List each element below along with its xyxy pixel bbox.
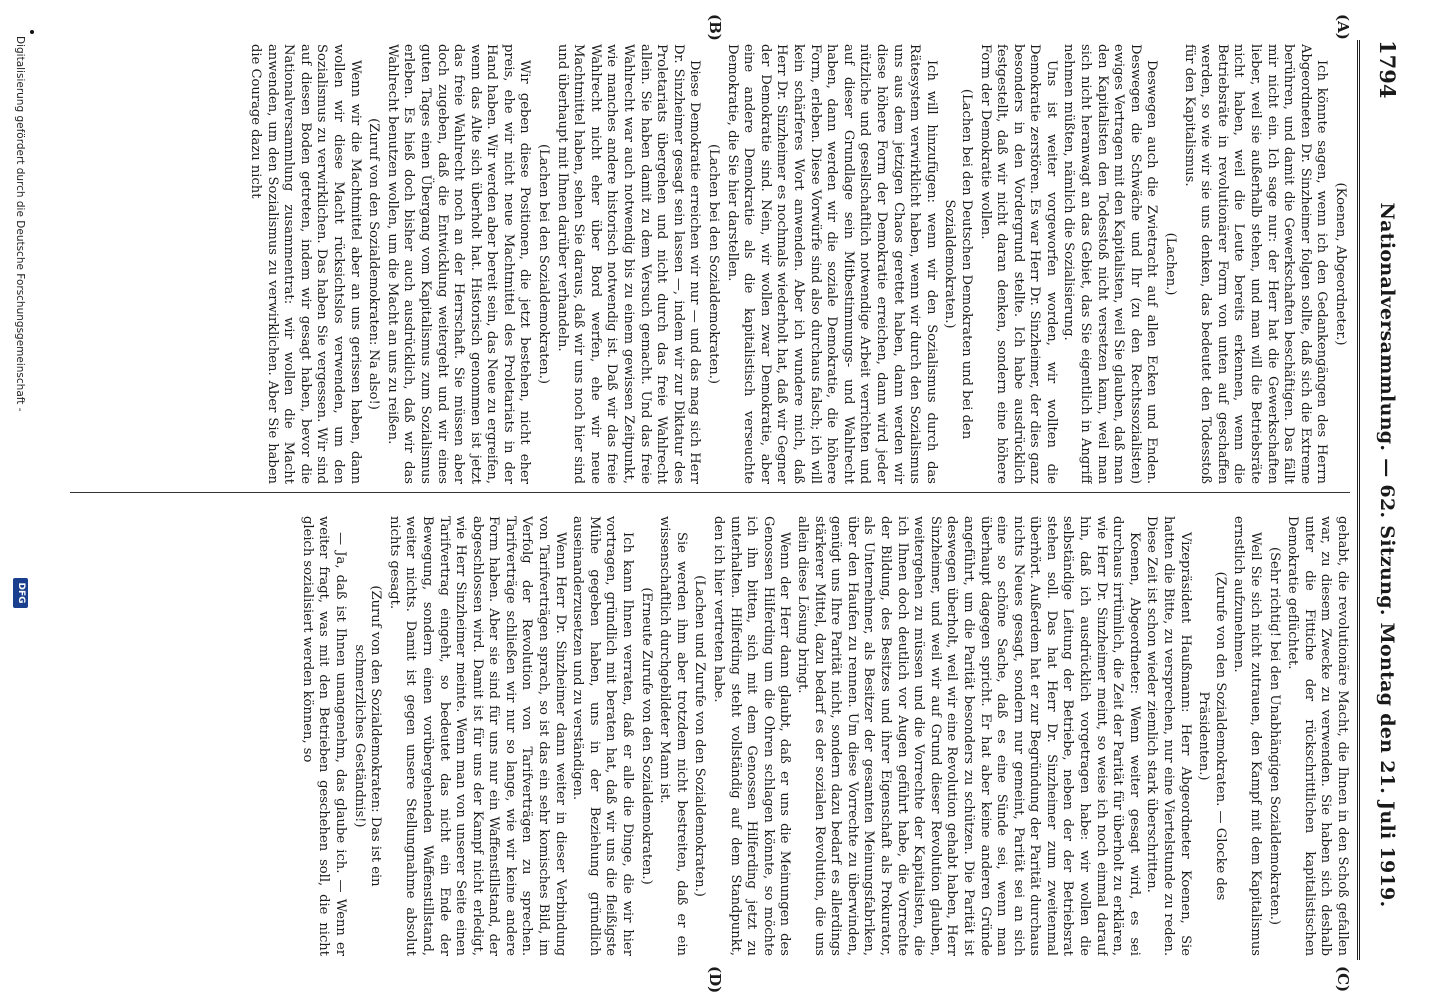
dfg-logo: DFG [13,578,28,608]
speech-paragraph: Koenen, Abgeordneter: Wenn weiter gesagt wird, es sei durchaus irrtümlich, die Zeit der Parität für überholt zu erklären, wie Herr Dr. Sinzheimer meint, so weise ich noch einmal darauf hin, daß ich ausdrücklich vorgetragen habe: wir wollen die selbständige Leitung der Betriebe, neben der der Betriebsrat stehen soll. Das hat Herr Dr. Sinzheimer zum zweitenmal überhört. Außerdem hat er zur Begründung der Parität durchaus nichts Neues gesagt, sondern nur gemeint, Parität sei an sich eine so schöne Sache, daß es eine Sünde sei, wenn man überhaupt dagegen spricht. Er hat aber keine anderen Gründe angeführt, um die Parität besonders zu schützen. Die Parität ist deswegen überholt, weil wir eine Revolution gehabt haben, Herr Sinzheimer, und weil wir auf Grund dieser Revolution glauben, weitergehen zu müssen und die Vorrechte der Kapitalisten, die ich Ihnen doch deutlich vor Augen geführt habe, die Vorrechte der Bildung, des Besitzes und ihrer Eigenschaft als Prokurator, als Unternehmer, als Besitzer der gesamten Meinungsfabriken, über den Haufen zu rennen. Um diese Vorrechte zu überwinden, genügt uns Ihre Parität nicht, sondern dazu bedarf es allerdings stärkerer Mittel, dazu bedarf es der sozialen Revolution, die uns allein diese Lösung bringt. [795,516,1142,956]
page-number: 1794 [1375,40,1400,99]
interjection: (Sehr richtig! bei den Unabhängigen Sozialdemokraten.) [1266,546,1282,926]
interjection: (Lachen bei den Sozialdemokraten.) [706,143,722,384]
paragraph: Wenn der Herr dann glaubt, daß er uns die Meinungen des Genossen Hilferding um die Ohren schlagen könnte, so möchte ich ihn bitten, sich mit dem Genossen Hilferding jetzt zu unterhalten. Hilferding steht vollständig auf dem Standpunkt, den ich hier vertreten habe. [711,516,793,956]
interjection: (Zurufe von den Sozialdemokraten. — Glocke des Präsidenten.) [1196,571,1228,901]
page-header [1366,40,1406,960]
president-remark: Vizepräsident Haußmann: Herr Abgeordneter Koenen, Sie hatten die Bitte, zu versprechen, nur eine Viertelstunde zu reden. Diese Zeit ist schon wieder ziemlich stark überschritten. [1144,516,1193,956]
paragraph: Sie werden ihm aber trotzdem nicht bestreiten, daß er ein wissenschaftlich durchgebildeter Mann ist. [657,516,689,956]
interjection: (Erneute Zurufe von den Sozialdemokraten.) [638,587,654,885]
margin-marker-b: (B) [706,14,724,41]
margin-marker-c: (C) [1334,966,1352,993]
paragraph: Wenn Herr Dr. Sinzheimer dann weiter in dieser Verbindung von Tarifverträgen sprach, so ist das ein sehr komisches Bild, im Verfolg der Revolution von Tarifverträgen zu sprechen. Tarifverträge schließen wir nur so lange, wie wir keine andere Form haben. Aber sie sind für uns nur ein Waffenstillstand, der abgeschlossen wird. Damit ist für uns der Kampf nicht erledigt, wie Herr Sinzheimer meinte. Wenn man von unserer Seite einen Tarifvertrag eingeht, so bedeutet das nicht ein Ende der Bewegung, sondern einen vorübergehenden Waffenstillstand, weiter nichts. Damit ist gegen unsere Stellungnahme absolut nichts gesagt. [386,516,568,956]
interjection: (Lachen bei den Deutschen Demokraten und bei den Sozialdemokraten.) [942,88,974,440]
left-column [70,44,1350,484]
speaker-note: (Koenen, Abgeordneter.) [1333,182,1348,346]
paragraph: Uns ist weiter vorgeworfen worden, wir wollten die Demokratie zerstören. Es war Herr Dr. Sinzheimer, der dies ganz besonders in den Vordergrund stellte. Ich habe ausdrücklich festgestellt, daß wir nicht daran denken, sondern eine höhere Form der Demokratie wollen. [977,44,1059,484]
paragraph: Ich könnte sagen, wenn ich den Gedankengängen des Herrn Abgeordneten Dr. Sinzheimer folgen sollte, daß sich die Extreme berühren, und damit die Gewerkschaften beschäftigen. Das fällt mir nicht ein. Ich sage nur: der Herr hat die Gewerkschaften lieber, weil sie außerhalb stehen, und man will die Betriebsräte nicht haben, weil die Leute bereits erkennen, wenn die Betriebsräte in revolutionärer Form von unten auf geschaffen werden, so wie wir sie uns denken, das bedeutet den Todesstoß für den Kapitalismus. [1181,44,1330,484]
paragraph: Deswegen auch die Zwietracht auf allen Ecken und Enden. Deswegen die Schwäche und Ihr (zu den Rechtssozialisten) ewiges Vertragen mit den Kapitalisten, weil Sie glauben, daß man den Kapitalisten den Todesstoß nicht versetzen kann, weil man sich nicht heranwagt an das Gebiet, das Sie eigentlich in Angriff nehmen müßten, nämlich die Sozialisierung. [1061,44,1160,484]
footer-credit: Digitalisierung gefördert durch die Deutsche Forschungsgemeinschaft - [14,36,26,412]
digitization-footer [8,0,30,1000]
interjection: (Lachen und Zurufe von den Sozialdemokraten.) [692,575,708,897]
paragraph: — Ja, daß ist Ihnen unangenehm, das glaube ich. — Wenn er weiter fragt, was mit den Betrieben geschehen soll, die nicht gleich sozialisiert werden können, so [299,516,348,956]
paragraph: Weil Sie sich nicht zutrauen, den Kampf mit dem Kapitalismus ernstlich aufzunehmen. [1231,516,1264,956]
interjection: (Lachen bei den Sozialdemokraten.) [536,143,552,384]
margin-marker-a: (A) [1334,14,1352,40]
running-title: Nationalversammlung. — 62. Sitzung. Montag den 21. Juli 1919. [1376,202,1398,908]
interjection: (Lachen.) [1163,232,1179,296]
margin-marker-d: (D) [706,966,724,994]
right-column [70,516,1350,956]
scan-speck [30,30,34,34]
paragraph: Ich kann Ihnen verraten, daß er alle die Dinge, die wir hier vortragen, gründlich mit beraten hat, daß wir uns die fleißigste Mühe gegeben haben, uns in der Beziehung gründlich auseinanderzusetzen und zu verständigen. [570,516,636,956]
paragraph: Ich will hinzufügen: wenn wir den Sozialismus durch das Rätesystem verwirklicht haben, wenn wir durch den Sozialismus uns aus dem jetzigen Chaos gerettet haben, dann werden wir diese höhere Form der Demokratie erreichen, dann wird jeder nützliche und gesellschaftlich notwendige Arbeit verrichten und auf dieser Grundlage sein Mitbestimmungs- und Wahlrecht haben, dann werden wir die soziale Demokratie, die höhere Form, erleben. Diese Vorwürfe sind also durchaus falsch; ich will kein schärferes Wort anwenden. Aber ich wundere mich, daß Herr Dr. Sinzheimer es nochmals wiederholt hat, daß wir Gegner der Demokratie sind. Nein, wir wollen zwar Demokratie, aber eine andere Demokratie als die kapitalistisch verseuchte Demokratie, die Sie hier darstellen. [724,44,939,484]
paragraph: Wenn wir die Machtmittel aber an uns gerissen haben, dann wollen wir diese Macht rücksichtslos verwenden, um den Sozialismus zu verwirklichen. Das haben Sie vergessen. Wir sind auf diesen Boden getreten, indem wir gesagt haben, bevor die Nationalversammlung zusammentrat: wir wollen die Macht anwenden, um den Sozialismus zu verwirklichen. Aber Sie haben die Courage dazu nicht [248,44,363,484]
interjection: (Zuruf von den Sozialdemokraten: Na also!) [366,118,382,410]
header-rule [1357,40,1360,960]
paragraph: gehabt, die revolutionäre Macht, die Ihnen in den Schoß gefallen war, zu diesem Zwecke zu verwenden. Sie haben sich deshalb unter die Fittiche der rückschrittlichen kapitalistischen Demokratie geflüchtet. [1285,516,1350,956]
paragraph: Diese Demokratie erreichen wir nur — und das mag sich Herr Dr. Sinzheimer gesagt sein lassen —, indem wir zur Diktatur des Proletariats übergehen und nicht durch das freie Wahlrecht allein. Sie haben damit zu dem Versuch gemacht. Und das freie Wahlrecht war auch notwendig bis zu einem gewissen Zeitpunkt, wie manches andere historisch notwendig ist. Daß wir das freie Wahlrecht nicht eher über Bord werfen, ehe wir neue Machtmittel haben, sehen Sie daraus, daß wir uns noch hier sind und überhaupt mit Ihnen darüber verhandeln. [554,44,703,484]
interjection: (Zuruf von den Sozialdemokraten: Das ist ein schmerzliches Geständnis!) [351,585,384,887]
column-separator [70,492,1350,493]
paragraph: Wir geben diese Positionen, die jetzt bestehen, nicht eher preis, ehe wir nicht neue Machtmittel des Proletariats in der Hand haben. Wir werden aber bereit sein, das Neue zu ergreifen, wenn das Alte sich überholt hat. Historisch genommen ist jetzt das freie Wahlrecht noch an der Herrschaft. Sie müssen aber doch zugeben, daß die Entwicklung weitergeht und wir eines guten Tages einen Übergang vom Kapitalismus zum Sozialismus erleben. Es hieß doch bisher auch ausdrücklich, daß wir das Wahlrecht benutzen wollen, um die Macht an uns zu reißen. [384,44,533,484]
